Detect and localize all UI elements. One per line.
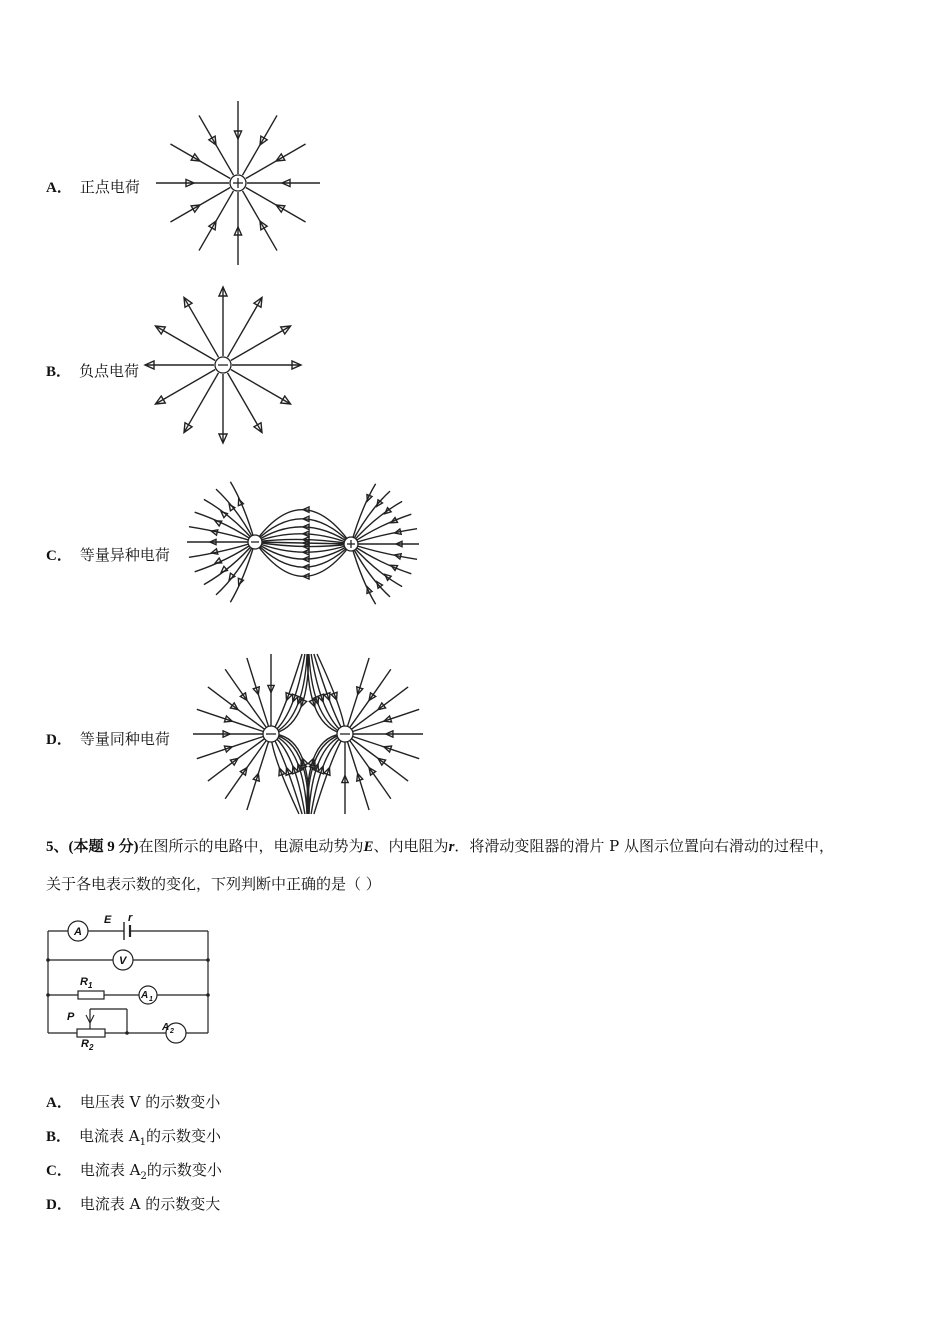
- figure-option-c: [46, 545, 170, 566]
- field-line: [345, 734, 419, 759]
- answer-option-d[interactable]: [46, 1194, 220, 1215]
- field-arrowhead: [254, 297, 262, 307]
- field-arrowhead: [221, 566, 227, 572]
- figure-option-b: [46, 361, 139, 382]
- field-line: [155, 326, 215, 361]
- field-line: [247, 658, 271, 734]
- opposite-charges-field-diagram: [185, 474, 425, 616]
- field-line: [208, 734, 271, 781]
- slider-p-label: P: [67, 1011, 75, 1023]
- option-letter: D．: [46, 732, 72, 748]
- figure-option-a: [46, 177, 140, 198]
- field-line: [345, 687, 408, 734]
- field-arrowhead: [357, 687, 363, 695]
- option-text: 正点电荷: [79, 178, 140, 196]
- field-line: [216, 489, 255, 542]
- option-letter: A．: [46, 1095, 72, 1111]
- field-arrowhead: [209, 221, 216, 230]
- field-arrowhead: [286, 768, 292, 776]
- emf-symbol: E: [363, 839, 374, 855]
- ammeter-a-label: A: [74, 926, 82, 938]
- field-arrowhead: [155, 326, 165, 334]
- answer-option-c[interactable]: [46, 1160, 222, 1187]
- internal-resistance-label: r: [128, 912, 133, 924]
- field-arrowhead: [191, 205, 200, 212]
- ammeter-a2-label: A: [162, 1022, 170, 1033]
- field-line: [351, 544, 376, 604]
- like-charges-field-diagram: [185, 650, 430, 815]
- question-text: ．将滑动变阻器的滑片 P 从图示位置向右滑动的过程中，: [454, 837, 835, 855]
- field-arrowhead: [260, 221, 267, 230]
- field-line: [351, 529, 417, 544]
- field-arrowhead: [260, 136, 267, 145]
- field-arrowhead: [384, 746, 392, 752]
- question-5-line-2: 关于各电表示数的变化，下列判断中正确的是（ ）: [46, 875, 381, 893]
- field-line: [225, 734, 271, 799]
- ammeter-a1-label: A: [141, 990, 149, 1001]
- option-letter: C．: [46, 548, 72, 564]
- negative-charge-field-diagram: [140, 283, 310, 448]
- field-line: [345, 734, 369, 810]
- answer-option-b[interactable]: [46, 1126, 221, 1153]
- field-line: [228, 373, 263, 433]
- option-text: 电流表 A: [79, 1161, 141, 1179]
- field-line: [230, 482, 255, 542]
- field-line: [228, 297, 263, 357]
- field-line: [231, 326, 291, 361]
- option-letter: B．: [46, 364, 72, 380]
- field-arrowhead: [253, 773, 259, 781]
- option-text: 电流表 A 的示数变大: [79, 1195, 221, 1213]
- r1-label: R: [80, 976, 88, 988]
- field-line: [225, 669, 271, 734]
- field-arrowhead: [155, 396, 165, 404]
- field-arrowhead: [286, 693, 292, 701]
- field-line: [208, 687, 271, 734]
- option-letter: B．: [46, 1129, 72, 1145]
- field-arrowhead: [279, 768, 285, 776]
- option-letter: D．: [46, 1197, 72, 1213]
- field-arrowhead: [224, 716, 232, 722]
- r2-subscript: 2: [89, 1043, 94, 1052]
- option-text: 的示数变小: [146, 1161, 222, 1179]
- field-line: [189, 542, 255, 557]
- question-5-line-1: [46, 836, 834, 857]
- question-score: (本题 9 分): [68, 839, 139, 855]
- field-arrowhead: [253, 687, 259, 695]
- field-line: [351, 491, 390, 544]
- field-line: [345, 734, 408, 781]
- resistance-symbol: r: [448, 839, 455, 855]
- emf-label: E: [104, 914, 112, 926]
- field-line: [345, 734, 391, 799]
- field-arrowhead: [211, 530, 217, 535]
- option-text: 负点电荷: [79, 362, 140, 380]
- field-line: [231, 370, 291, 405]
- field-line: [351, 544, 390, 597]
- answer-option-a[interactable]: [46, 1092, 220, 1113]
- field-line: [230, 542, 255, 602]
- field-arrowhead: [215, 521, 222, 526]
- r2-label: R: [81, 1038, 89, 1050]
- field-arrowhead: [191, 154, 200, 161]
- field-arrowhead: [377, 582, 383, 588]
- field-line: [351, 544, 417, 559]
- field-arrowhead: [367, 587, 372, 594]
- field-arrowhead: [276, 205, 285, 212]
- field-line: [345, 669, 391, 734]
- option-subscript: 1: [139, 1137, 146, 1148]
- field-line: [197, 734, 271, 759]
- question-number: 5、: [46, 839, 69, 855]
- option-text: 等量同种电荷: [79, 730, 170, 748]
- field-arrowhead: [215, 558, 222, 563]
- field-arrowhead: [224, 746, 232, 752]
- field-line: [184, 373, 219, 433]
- field-arrowhead: [221, 512, 227, 518]
- question-text: 、内电阻为: [373, 837, 449, 855]
- field-arrowhead: [184, 297, 192, 307]
- field-arrowhead: [209, 136, 216, 145]
- voltmeter-label: V: [119, 955, 127, 967]
- option-text: 电压表 V 的示数变小: [79, 1093, 221, 1111]
- field-arrowhead: [276, 154, 285, 161]
- field-line: [197, 709, 271, 734]
- field-line: [351, 484, 376, 544]
- option-letter: A．: [46, 180, 72, 196]
- field-line: [155, 370, 215, 405]
- figure-option-d: [46, 729, 170, 750]
- field-arrowhead: [254, 423, 262, 433]
- field-line: [345, 709, 419, 734]
- positive-charge-field-diagram: [150, 100, 330, 265]
- field-arrowhead: [384, 716, 392, 722]
- ammeter-a1-subscript: 1: [149, 996, 153, 1003]
- field-arrowhead: [377, 500, 383, 506]
- option-subscript: 2: [140, 1171, 147, 1182]
- option-text: 的示数变小: [146, 1127, 222, 1145]
- field-arrowhead: [324, 693, 330, 701]
- field-line: [247, 734, 271, 810]
- field-arrowhead: [281, 396, 291, 404]
- circuit-diagram: [40, 910, 220, 1050]
- field-line: [216, 542, 255, 595]
- option-text: 电流表 A: [79, 1127, 140, 1145]
- field-arrowhead: [184, 423, 192, 433]
- ammeter-a2-subscript: 2: [170, 1028, 174, 1035]
- field-line: [189, 527, 255, 542]
- field-arrowhead: [357, 773, 363, 781]
- field-line: [184, 297, 219, 357]
- option-text: 等量异种电荷: [79, 546, 170, 564]
- question-text: 在图所示的电路中，电源电动势为: [138, 837, 364, 855]
- field-arrowhead: [211, 549, 217, 554]
- field-line: [345, 658, 369, 734]
- field-arrowhead: [281, 326, 291, 334]
- r1-subscript: 1: [88, 981, 93, 990]
- field-arrowhead: [367, 495, 372, 502]
- field-arrowhead: [331, 692, 337, 700]
- field-arrowhead: [324, 768, 330, 776]
- option-letter: C．: [46, 1163, 72, 1179]
